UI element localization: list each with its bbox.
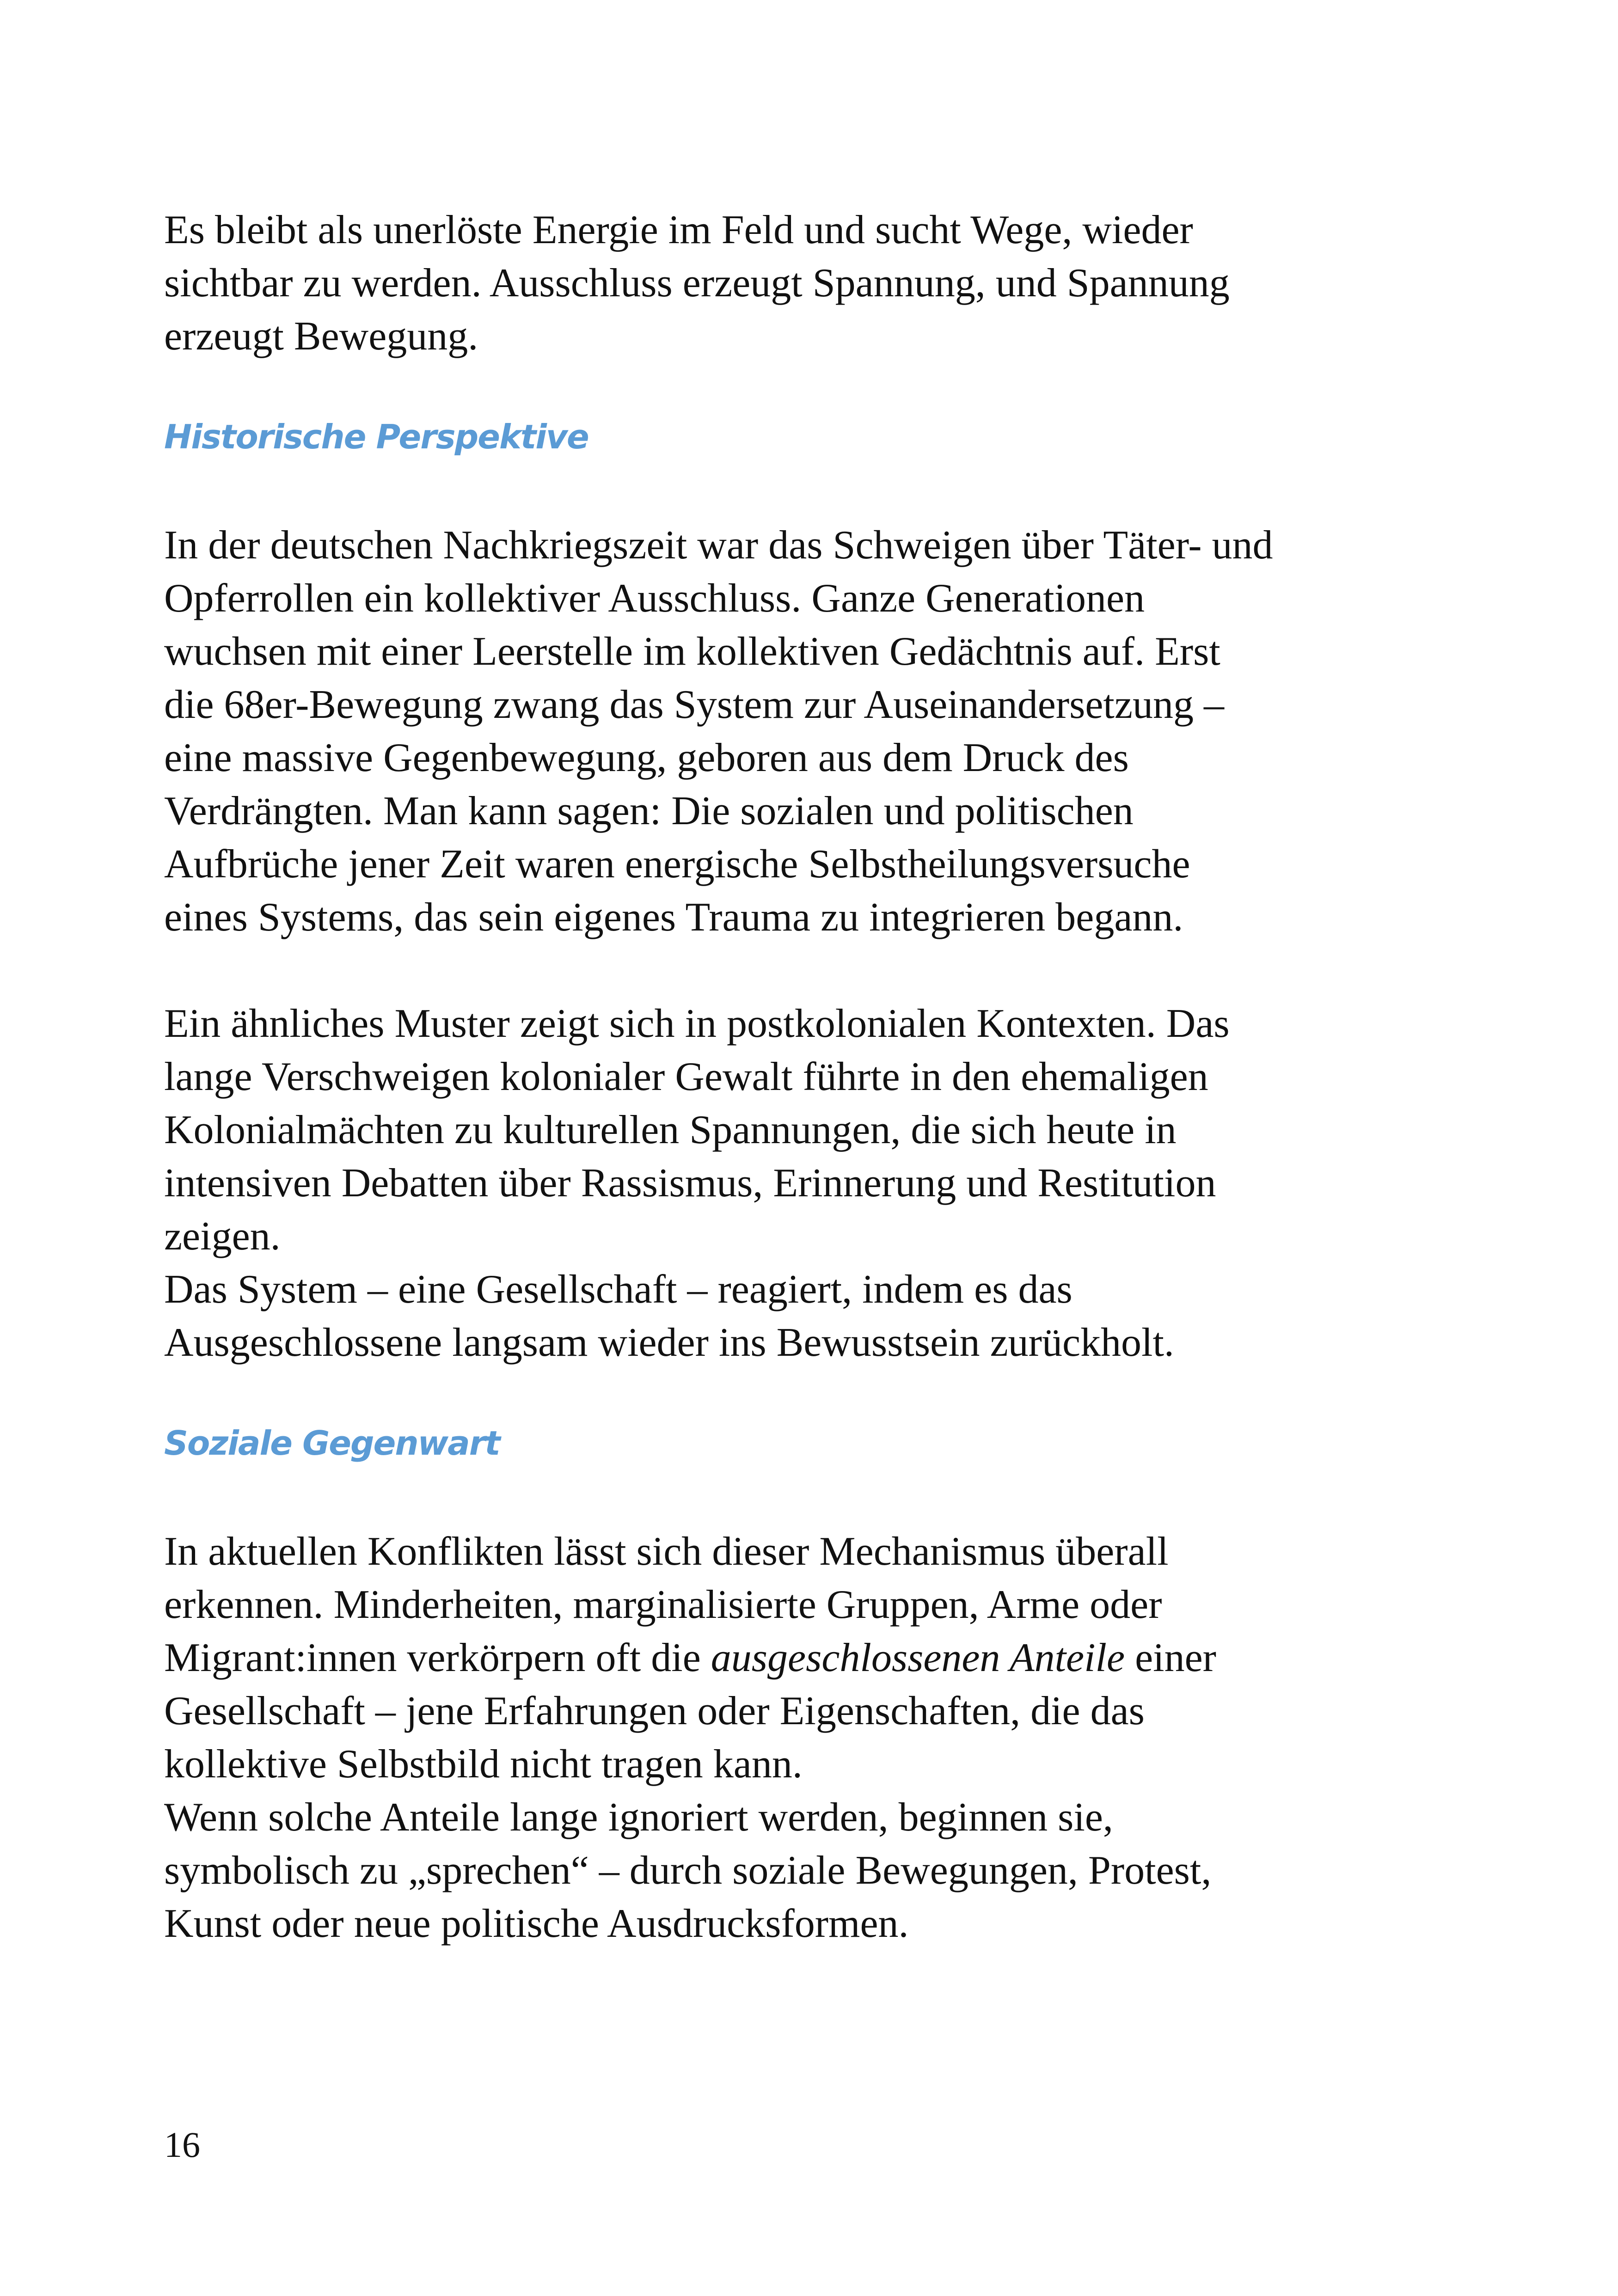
text-fragment: einer [1125,1635,1216,1680]
text-line: eines Systems, das sein eigenes Trauma zu integrieren begann. [164,895,1183,940]
text-line: Wenn solche Anteile lange ignoriert werden, beginnen sie, [164,1795,1113,1840]
text-line: kollektive Selbstbild nicht tragen kann. [164,1742,803,1787]
text-line: Gesellschaft – jene Erfahrungen oder Eigenschaften, die das [164,1689,1145,1733]
text-line: sichtbar zu werden. Ausschluss erzeugt Spannung, und Spannung [164,261,1230,306]
spacer [164,944,1505,997]
text-line: lange Verschweigen kolonialer Gewalt führte in den ehemaligen [164,1054,1208,1099]
text-line: die 68er-Bewegung zwang das System zur Auseinandersetzung – [164,682,1224,727]
page-body [164,203,1505,1950]
paragraph-postwar [164,519,1505,944]
text-line: Das System – eine Gesellschaft – reagiert, indem es das [164,1267,1073,1312]
text-line: Ein ähnliches Muster zeigt sich in postkolonialen Kontexten. Das [164,1001,1230,1046]
paragraph-postcolonial [164,997,1505,1369]
paragraph-social-present [164,1525,1505,1950]
page-number: 16 [164,2125,200,2165]
text-line-with-emphasis [164,1631,1505,1684]
text-line: In der deutschen Nachkriegszeit war das Schweigen über Täter- und [164,523,1273,568]
section-heading-historical: Historische Perspektive [164,417,588,456]
text-line: Ausgeschlossene langsam wieder ins Bewusstsein zurückholt. [164,1320,1174,1365]
text-line: Verdrängten. Man kann sagen: Die sozialen und politischen [164,789,1134,833]
text-line: Aufbrüche jener Zeit waren energische Selbstheilungsversuche [164,842,1190,887]
text-line: In aktuellen Konflikten lässt sich dieser Mechanismus überall [164,1529,1169,1574]
emphasized-text: ausgeschlossenen Anteile [711,1635,1125,1680]
text-fragment: Migrant:innen verkörpern oft die [164,1635,711,1680]
text-line: Es bleibt als unerlöste Energie im Feld und sucht Wege, wieder [164,208,1193,252]
text-line: Kolonialmächten zu kulturellen Spannungen, die sich heute in [164,1108,1177,1152]
text-line: zeigen. [164,1214,281,1259]
text-line: intensiven Debatten über Rassismus, Erinnerung und Restitution [164,1161,1216,1206]
text-line: Kunst oder neue politische Ausdrucksformen. [164,1901,909,1946]
text-line: wuchsen mit einer Leerstelle im kollektiven Gedächtnis auf. Erst [164,629,1220,674]
spacer [164,464,1505,519]
text-line: erkennen. Minderheiten, marginalisierte Gruppen, Arme oder [164,1582,1162,1627]
paragraph-energy [164,203,1505,363]
spacer [164,1470,1505,1525]
text-line: Opferrollen ein kollektiver Ausschluss. Ganze Generationen [164,576,1145,621]
spacer [164,363,1505,410]
section-heading-social: Soziale Gegenwart [164,1424,500,1463]
text-line: eine massive Gegenbewegung, geboren aus dem Druck des [164,735,1129,780]
text-line: erzeugt Bewegung. [164,314,478,359]
text-line: symbolisch zu „sprechen“ – durch soziale Bewegungen, Protest, [164,1848,1212,1893]
spacer [164,1369,1505,1417]
